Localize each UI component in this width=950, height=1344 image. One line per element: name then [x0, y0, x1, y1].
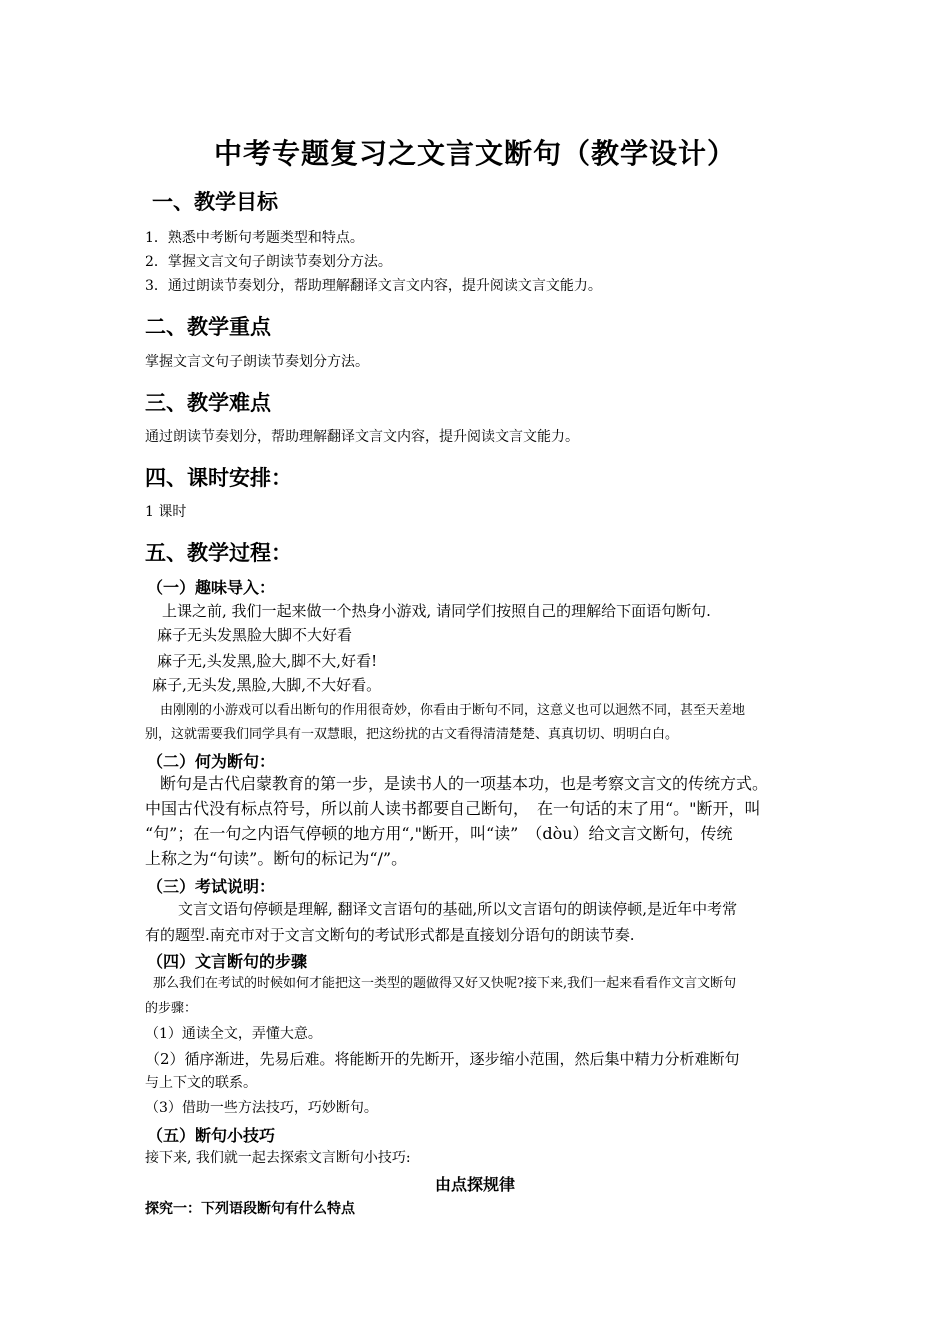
- key-points-heading: 二、教学重点: [145, 314, 271, 339]
- part4-intro-2: 的步骤：: [145, 1001, 198, 1016]
- part3-line-1: 文言文语句停顿是理解, 翻译文言语句的基础,所以文言语句的朗读停顿,是近年中考常: [178, 900, 738, 918]
- part5-subtitle: 由点探规律: [434, 1175, 515, 1194]
- part2-heading: （二）何为断句：: [147, 752, 276, 771]
- explore-1-heading: 探究一：下列语段断句有什么特点: [145, 1201, 355, 1217]
- part5-heading: （五）断句小技巧: [147, 1126, 276, 1145]
- part1-line-4: 麻子,无头发,黑脸,大脚,不大好看。: [152, 676, 382, 694]
- part1-heading: （一）趣味导入：: [147, 578, 276, 597]
- part2-line-3: “句”；在一句之内语气停顿的地方用“,"断开，叫“读” （dòu）给文言文断句，传统: [145, 824, 733, 843]
- part4-step-2: （2）循序渐进，先易后难。将能断开的先断开，逐步缩小范围，然后集中精力分析难断句: [145, 1050, 740, 1068]
- part4-heading: （四）文言断句的步骤: [147, 952, 308, 971]
- part4-step-2-cont: 与上下文的联系。: [145, 1075, 257, 1091]
- schedule-text: 1 课时: [145, 504, 187, 520]
- part2-line-2: 中国古代没有标点符号，所以前人读书都要自己断句， 在一句话的末了用“。"断开，叫: [145, 799, 761, 818]
- part3-line-2: 有的题型.南充市对于文言文断句的考试形式都是直接划分语句的朗读节奏.: [145, 926, 635, 944]
- part4-step-3: （3）借助一些方法技巧，巧妙断句。: [145, 1100, 378, 1116]
- part1-line-2: 麻子无头发黑脸大脚不大好看: [157, 626, 353, 644]
- part2-line-4: 上称之为“句读”。断句的标记为“/”。: [145, 849, 408, 868]
- difficulties-heading: 三、教学难点: [145, 390, 271, 415]
- goals-heading: 一、教学目标: [152, 189, 278, 214]
- part1-note-2: 别，这就需要我们同学具有一双慧眼，把这纷扰的古文看得清清楚楚、真真切切、明明白白。: [145, 727, 679, 742]
- part5-intro: 接下来, 我们就一起去探索文言断句小技巧:: [145, 1150, 411, 1166]
- part4-intro-1: 那么我们在考试的时候如何才能把这一类型的题做得又好又快呢?接下来,我们一起来看看作文言文断句: [153, 976, 737, 991]
- part2-line-1: 断句是古代启蒙教育的第一步，是读书人的一项基本功，也是考察文言文的传统方式。: [160, 774, 769, 793]
- part3-heading: （三）考试说明：: [147, 877, 276, 896]
- process-heading: 五、教学过程：: [145, 540, 292, 565]
- goal-item-3: 3．通过朗读节奏划分，帮助理解翻译文言文内容，提升阅读文言文能力。: [145, 278, 602, 294]
- key-points-text: 掌握文言文句子朗读节奏划分方法。: [145, 354, 369, 370]
- goal-item-1: 1．熟悉中考断句考题类型和特点。: [145, 230, 364, 246]
- difficulties-text: 通过朗读节奏划分，帮助理解翻译文言文内容，提升阅读文言文能力。: [145, 429, 579, 445]
- part4-step-1: （1）通读全文，弄懂大意。: [145, 1026, 322, 1042]
- part1-line-1: 上课之前, 我们一起来做一个热身小游戏, 请同学们按照自己的理解给下面语句断句.: [162, 602, 711, 620]
- part1-note-1: 由刚刚的小游戏可以看出断句的作用很奇妙，你看由于断句不同，这意义也可以迥然不同，甚至天差地: [160, 703, 746, 718]
- goal-item-2: 2．掌握文言文句子朗读节奏划分方法。: [145, 254, 392, 270]
- schedule-heading: 四、课时安排：: [145, 465, 292, 490]
- part1-line-3: 麻子无,头发黑,脸大,脚不大,好看!: [157, 652, 378, 670]
- document-title: 中考专题复习之文言文断句（教学设计）: [213, 137, 736, 170]
